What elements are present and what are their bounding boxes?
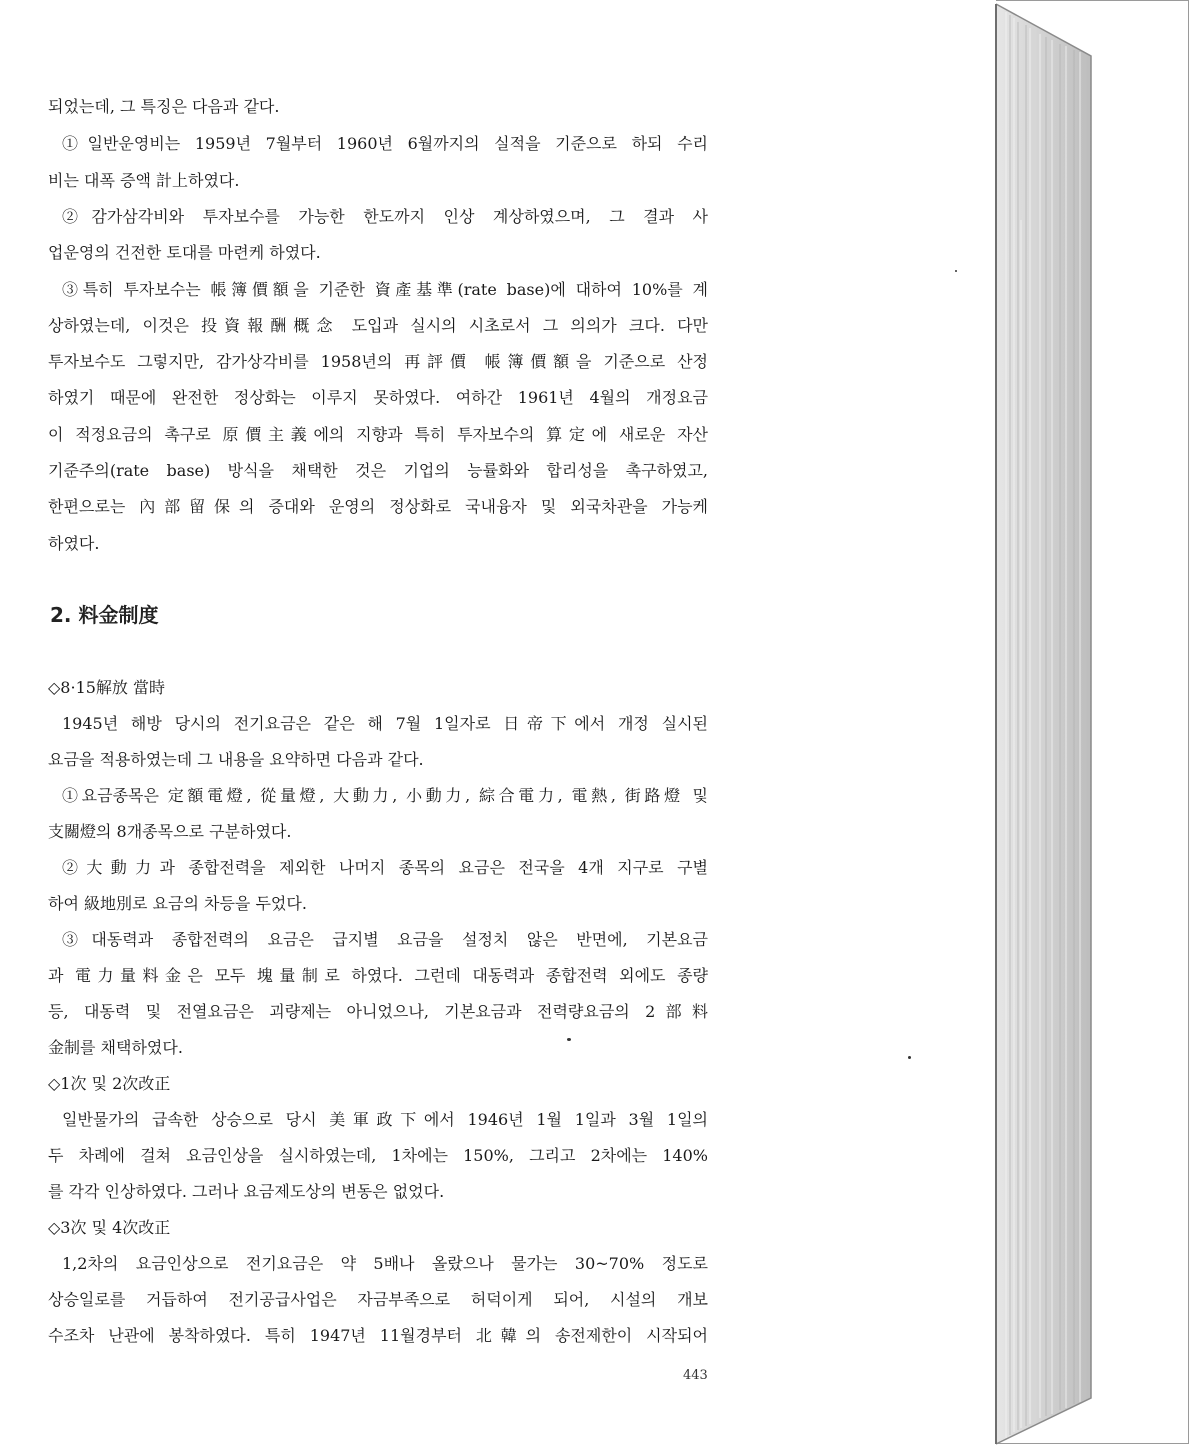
text-line: 를 각각 인상하였다. 그러나 요금제도상의 변동은 없었다. [48,1182,445,1201]
page-number: 443 [683,1368,708,1383]
text-line: 투자보수도 그렇지만, 감가상각비를 1958년의 再評價 帳簿價額을 기준으로 산정 [48,352,708,371]
text-line: 하여 級地別로 요금의 차등을 두었다. [48,894,307,913]
text-line: 이 적정요금의 촉구로 原價主義에의 지향과 특히 투자보수의 算定에 새로운 자산 [48,425,708,444]
text-line: 한편으로는 內部留保의 증대와 운영의 정상화로 국내융자 및 외국차관을 가능케 [48,497,708,516]
text-line: 기준주의(rate base) 방식을 채택한 것은 기업의 능률화와 합리성을 촉구하였고, [48,461,708,480]
text-line: ③대동력과 종합전력의 요금은 급지별 요금을 설정치 않은 반면에, 기본요금 [62,930,708,949]
subheading: ◇8·15解放 當時 [48,678,166,697]
text-line: 하였다. [48,534,100,553]
text-line: 1,2차의 요금인상으로 전기요금은 약 5배나 올랐으나 물가는 30~70% 정도로 [62,1254,708,1273]
text-line: 상하였는데, 이것은 投資報酬概念 도입과 실시의 시초로서 그 의의가 크다. 다만 [48,316,708,335]
text-line: 일반물가의 급속한 상승으로 당시 美軍政下에서 1946년 1월 1일과 3월 1일의 [62,1110,708,1129]
text-line: 과 電力量料金은 모두 塊量制로 하였다. 그런데 대동력과 종합전력 외에도 종량 [48,966,708,985]
text-line: 두 차례에 걸쳐 요금인상을 실시하였는데, 1차에는 150%, 그리고 2차에는 140% [48,1146,708,1165]
subheading: ◇3次 및 4次改正 [48,1218,171,1237]
text-line: ②大動力과 종합전력을 제외한 나머지 종목의 요금은 전국을 4개 지구로 구별 [62,858,708,877]
text-line: 수조차 난관에 봉착하였다. 특히 1947년 11월경부터 北韓의 송전제한이 시작되어 [48,1326,708,1345]
text-line: 되었는데, 그 특징은 다음과 같다. [48,97,280,116]
subheading: ◇1次 및 2次改正 [48,1074,171,1093]
text-line: ①요금종목은 定額電燈, 從量燈, 大動力, 小動力, 綜合電力, 電熱, 街路燈 및 [62,786,708,805]
scan-speck [567,1038,571,1041]
text-line: 하였기 때문에 완전한 정상화는 이루지 못하였다. 여하간 1961년 4월의 개정요금 [48,388,708,407]
text-line: ①일반운영비는 1959년 7월부터 1960년 6월까지의 실적을 기준으로 하되 수리 [62,134,708,153]
text-line: 요금을 적용하였는데 그 내용을 요약하면 다음과 같다. [48,750,424,769]
text-line: 支關燈의 8개종목으로 구분하였다. [48,822,292,841]
scan-speck [908,1056,911,1059]
text-line: 상승일로를 거듭하여 전기공급사업은 자금부족으로 허덕이게 되어, 시설의 개보 [48,1290,708,1309]
text-line: 비는 대폭 증액 計上하였다. [48,171,240,190]
text-line: 등, 대동력 및 전열요금은 괴량제는 아니었으나, 기본요금과 전력량요금의 2部料 [48,1002,708,1021]
scan-speck [955,270,957,272]
text-line: 金制를 채택하였다. [48,1038,183,1057]
text-line: 업운영의 건전한 토대를 마련케 하였다. [48,243,321,262]
text-line: ③특히 투자보수는 帳簿價額을 기준한 資產基準(rate base)에 대하여 10%를 계 [62,280,708,299]
text-line: ②감가삼각비와 투자보수를 가능한 한도까지 인상 계상하였으며, 그 결과 사 [62,207,708,226]
section-heading: 2. 料金制度 [50,603,159,627]
text-line: 1945년 해방 당시의 전기요금은 같은 해 7월 1일자로 日帝下에서 개정 실시된 [62,714,708,733]
